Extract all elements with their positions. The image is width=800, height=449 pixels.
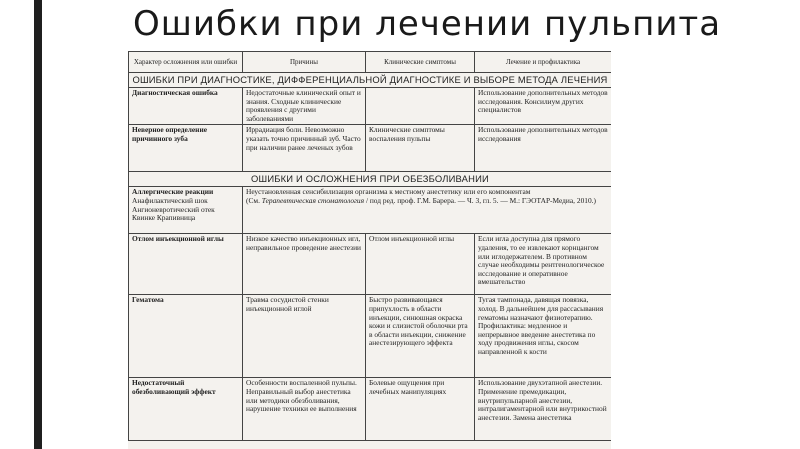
scanned-table-image xyxy=(128,51,611,449)
allergy-types: Анафилактический шок Ангионевротический отек Квинке Крапивница xyxy=(132,195,215,223)
error-name: Гематома xyxy=(129,295,243,378)
error-symptoms: Отлом инъекционной иглы xyxy=(366,234,475,295)
table-row xyxy=(129,234,612,295)
error-cause: Недостаточные клинический опыт и знания. Сходные клинические проявления с другими заболеваниями xyxy=(243,88,366,125)
table-row xyxy=(129,378,612,441)
error-cause: Травма сосудистой стенки инъекционной иглой xyxy=(243,295,366,378)
error-cause: Особенности воспаленной пульпы. Неправильный выбор анестетика или методики обезболивания, нарушение техники ее выполнения xyxy=(243,378,366,441)
errors-table xyxy=(128,51,611,441)
left-accent-bar xyxy=(34,0,42,449)
section-title-anesthesia: ОШИБКИ И ОСЛОЖНЕНИЯ ПРИ ОБЕЗБОЛИВАНИИ xyxy=(129,172,612,187)
error-treatment: Использование двухэтапной анестезии. Применение премедикации, внутрипульпарной анестезии, интралигаментарной или внутрикостной анестезии. Замена анестетика xyxy=(475,378,612,441)
reference-book-title: Терапевтическая стоматология xyxy=(261,195,365,205)
section-title-diagnostics: ОШИБКИ ПРИ ДИАГНОСТИКЕ, ДИФФЕРЕНЦИАЛЬНОЙ ДИАГНОСТИКЕ И ВЫБОРЕ МЕТОДА ЛЕЧЕНИЯ xyxy=(129,73,612,88)
error-cause: Низкое качество инъекционных игл, неправильное проведение анестезии xyxy=(243,234,366,295)
error-treatment: Если игла доступна для прямого удаления, то ее извлекают корнцангом или иглодержателем. В противном случае необходимы рентгенологическое исследование и оперативное вмешательство xyxy=(475,234,612,295)
error-symptoms: Клинические симптомы воспаления пульпы xyxy=(366,125,475,172)
allergy-title: Аллергические реакции xyxy=(132,187,214,197)
error-cause: Иррадиация боли. Невозможно указать точно причинный зуб. Часто при наличии ранее леченых зубов xyxy=(243,125,366,172)
error-symptoms xyxy=(366,88,475,125)
error-name: Недостаточный обезболивающий эффект xyxy=(129,378,243,441)
section-row-anesthesia xyxy=(129,172,612,187)
table-row xyxy=(129,187,612,234)
header-treatment: Лечение и профилактика xyxy=(475,52,612,73)
header-causes: Причины xyxy=(243,52,366,73)
section-row-diagnostics xyxy=(129,73,612,88)
table-row xyxy=(129,125,612,172)
error-treatment: Тугая тампонада, давящая повязка, холод. В дальнейшем для рассасывания гематомы назначают физиотерапию. Профилактика: медленное и непрерывное введение анестетика по ходу продвижения иглы, скосом направленной к кости xyxy=(475,295,612,378)
table-row xyxy=(129,295,612,378)
error-symptoms: Быстро развивающаяся припухлость в области инъекции, синюшная окраска кожи и слизистой оболочки рта в области инъекции, снижение анестезирующего эффекта xyxy=(366,295,475,378)
error-name: Отлом инъекционной иглы xyxy=(129,234,243,295)
allergy-description xyxy=(243,187,612,234)
error-name: Неверное определение причинного зуба xyxy=(129,125,243,172)
error-treatment: Использование дополнительных методов исследования. Консилиум других специалистов xyxy=(475,88,612,125)
table-header-row xyxy=(129,52,612,73)
header-symptoms: Клинические симптомы xyxy=(366,52,475,73)
table-row xyxy=(129,88,612,125)
reference-details: / под ред. проф. Г.М. Барера. — Ч. 3, гл. 5. — М.: ГЭОТАР-Медиа, 2010.) xyxy=(365,195,596,205)
error-name xyxy=(129,187,243,234)
error-symptoms: Болевые ощущения при лечебных манипуляциях xyxy=(366,378,475,441)
slide-title: Ошибки при лечении пульпита xyxy=(133,4,722,44)
reference-prefix: (См. xyxy=(246,195,260,205)
header-complication: Характер осложнения или ошибки xyxy=(129,52,243,73)
error-name: Диагностическая ошибка xyxy=(129,88,243,125)
allergy-cause: Неустановленная сенсибилизация организма к местному анестетику или его компонентам xyxy=(246,187,531,197)
error-treatment: Использование дополнительных методов исследования xyxy=(475,125,612,172)
